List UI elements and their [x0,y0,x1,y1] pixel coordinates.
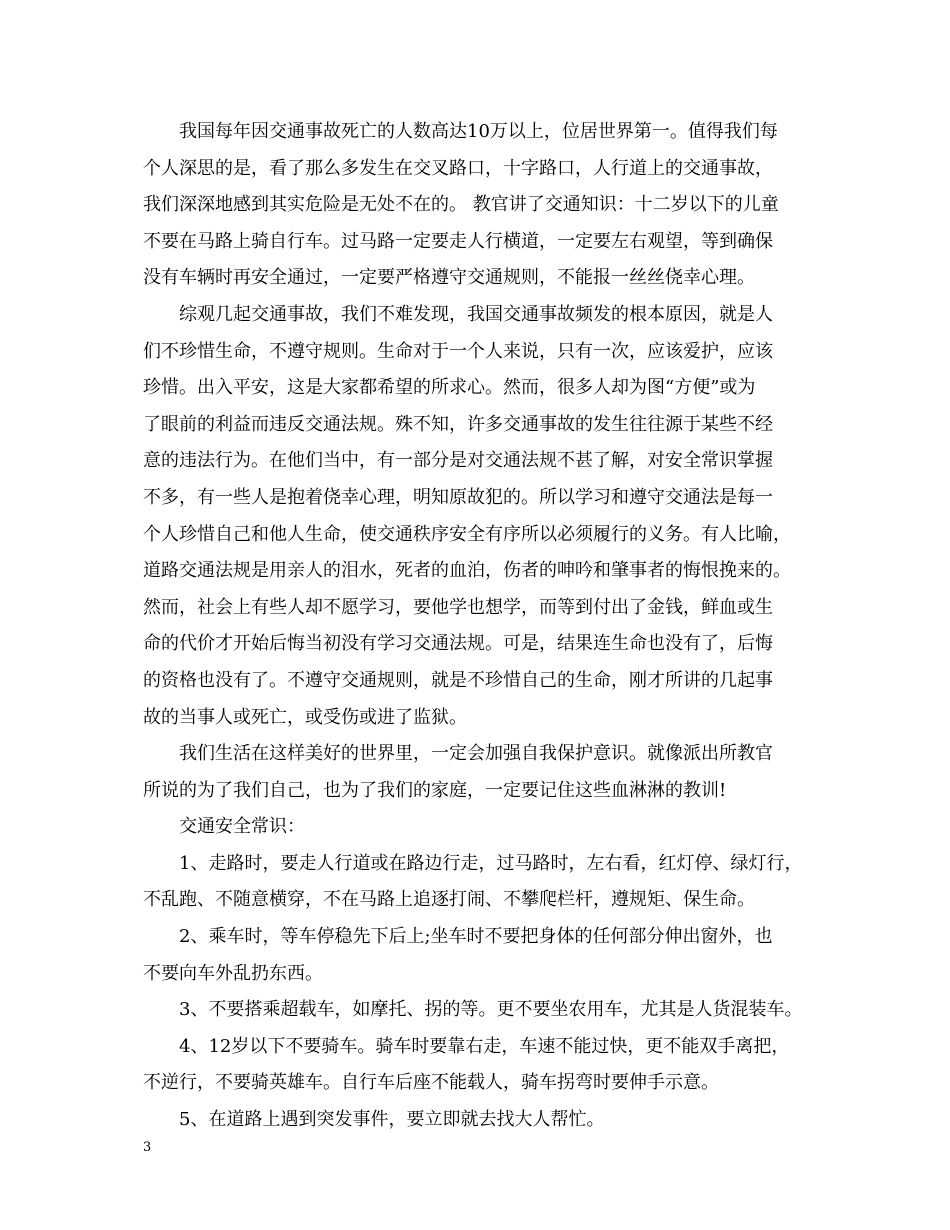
text-line: 我们生活在这样美好的世界里，一定会加强自我保护意识。就像派出所教官 [179,743,773,765]
page-number: 3 [143,1140,152,1155]
text-line: 命的代价才开始后悔当初没有学习交通法规。可是，结果连生命也没有了，后悔 [143,633,773,655]
text-line: 珍惜。出入平安，这是大家都希望的所求心。然而，很多人却为图“方便”或为 [143,377,756,399]
list-item-line: 4、12岁以下不要骑车。骑车时要靠右走，车速不能过快，更不能双手离把， [179,1035,790,1057]
document-body [143,114,825,1139]
text-line: 我国每年因交通事故死亡的人数高达10万以上，位居世界第一。值得我们每 [179,121,778,142]
text-line: 不多，有一些人是抱着侥幸心理，明知原故犯的。所以学习和遵守交通法是每一 [143,486,773,508]
list-item-line: 不逆行，不要骑英雄车。自行车后座不能载人，骑车拐弯时要伸手示意。 [143,1072,719,1094]
text-line: 不要在马路上骑自行车。过马路一定要走人行横道，一定要左右观望，等到确保 [143,230,773,252]
text-line: 综观几起交通事故，我们不难发现，我国交通事故频发的根本原因，就是人 [179,303,773,325]
list-item-line: 1、走路时，要走人行道或在路边行走，过马路时，左右看，红灯停、绿灯行， [179,852,803,874]
text-line: 了眼前的利益而违反交通法规。殊不知，许多交通事故的发生往往源于某些不经 [143,413,773,435]
list-item-line: 不乱跑、不随意横穿，不在马路上追逐打闹、不攀爬栏杆，遵规矩、保生命。 [143,889,755,911]
text-line: 个人深思的是，看了那么多发生在交叉路口，十字路口，人行道上的交通事故， [143,157,773,179]
list-item-line: 3、不要搭乘超载车，如摩托、拐的等。更不要坐农用车，尤其是人货混装车。 [179,999,803,1021]
list-item-line: 不要向车外乱扔东西。 [143,962,323,984]
text-line: 然而，社会上有些人却不愿学习，要他学也想学，而等到付出了金钱，鲜血或生 [143,596,773,618]
text-line: 的资格也没有了。不遵守交通规则，就是不珍惜自己的生命，刚才所讲的几起事 [143,669,773,691]
text-line: 故的当事人或死亡，或受伤或进了监狱。 [143,706,467,728]
text-line: 个人珍惜自己和他人生命，使交通秩序安全有序所以必须履行的义务。有人比喻， [143,523,791,545]
text-line: 们不珍惜生命，不遵守规则。生命对于一个人来说，只有一次，应该爱护，应该 [143,340,773,362]
text-line: 没有车辆时再安全通过，一定要严格遵守交通规则，不能报一丝丝侥幸心理。 [143,267,755,289]
list-item-line: 5、在道路上遇到突发事件，要立即就去找大人帮忙。 [179,1109,605,1131]
section-heading: 交通安全常识： [179,816,305,838]
list-item-line: 2、乘车时，等车停稳先下后上;坐车时不要把身体的任何部分伸出窗外，也 [179,926,773,948]
text-line: 道路交通法规是用亲人的泪水，死者的血泊，伤者的呻吟和肇事者的悔恨挽来的。 [143,560,791,582]
text-line: 意的违法行为。在他们当中，有一部分是对交通法规不甚了解，对安全常识掌握 [143,450,773,472]
text-line: 我们深深地感到其实危险是无处不在的。 教官讲了交通知识：十二岁以下的儿童 [143,194,779,216]
text-line: 所说的为了我们自己，也为了我们的家庭，一定要记住这些血淋淋的教训! [143,779,727,801]
